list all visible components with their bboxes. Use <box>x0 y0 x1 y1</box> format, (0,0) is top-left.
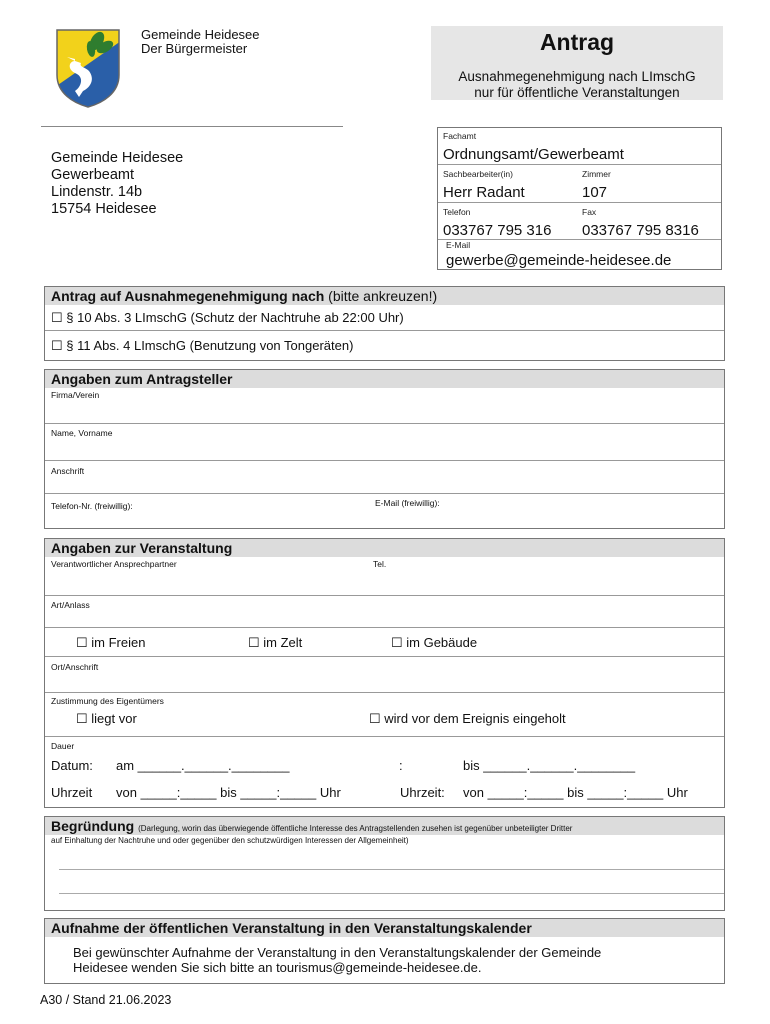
antrag-heading-bold: Antrag auf Ausnahmegenehmigung nach <box>51 288 325 304</box>
checkbox-im-gebaeude[interactable]: ☐ im Gebäude <box>391 635 478 650</box>
coat-of-arms-logo <box>55 27 121 109</box>
contact-info-box <box>437 127 722 270</box>
sachbearbeiter-label: Sachbearbeiter(in) <box>443 169 513 179</box>
kalender-heading: Aufnahme der öffentlichen Veranstaltung in den Veranstaltungskalender <box>45 919 724 937</box>
row-divider <box>45 692 724 693</box>
antrag-heading-note: (bitte ankreuzen!) <box>328 288 438 304</box>
kalender-text-line1: Bei gewünschter Aufnahme der Veranstaltung in den Veranstaltungskalender der Gemeinde <box>73 945 602 960</box>
checkbox-par10[interactable]: ☐ § 10 Abs. 3 LImschG (Schutz der Nachtruhe ab 22:00 Uhr) <box>51 310 404 325</box>
tel-label: Tel. <box>373 559 387 569</box>
write-line[interactable] <box>59 869 724 870</box>
checkbox-im-zelt[interactable]: ☐ im Zelt <box>248 635 303 650</box>
begruendung-section <box>44 816 725 911</box>
row-divider <box>45 423 724 424</box>
checkbox-par11[interactable]: ☐ § 11 Abs. 4 LImschG (Benutzung von Tongeräten) <box>51 338 354 353</box>
subtitle-line2: nur für öffentliche Veranstaltungen <box>474 85 680 100</box>
begruendung-title: Begründung <box>51 818 135 834</box>
fachamt-label: Fachamt <box>443 131 477 141</box>
ansprechpartner-label: Verantwortlicher Ansprechpartner <box>51 559 177 569</box>
ort-label: Ort/Anschrift <box>51 662 99 672</box>
antragsteller-heading: Angaben zum Antragsteller <box>45 370 724 388</box>
veranstaltung-section <box>44 538 725 808</box>
telefon-field-label: Telefon-Nr. (freiwillig): <box>51 501 133 511</box>
write-line[interactable] <box>59 893 724 894</box>
row-divider <box>45 460 724 461</box>
title-box <box>431 26 723 100</box>
subtitle-line1: Ausnahmegenehmigung nach LImschG <box>458 69 696 84</box>
begruendung-note: (Darlegung, worin das überwiegende öffentliche Interesse des Antragstellenden zusehen ist gegenüber unbeteiligter Dritter <box>138 824 573 833</box>
checkbox-wird-eingeholt[interactable]: ☐ wird vor dem Ereignis eingeholt <box>369 711 566 726</box>
email-field-label: E-Mail (freiwillig): <box>375 498 440 508</box>
address-line1: Gemeinde Heidesee <box>51 150 184 166</box>
telefon-value: 033767 795 316 <box>443 222 552 239</box>
uhrzeit-label: Uhrzeit <box>51 785 93 800</box>
form-footer: A30 / Stand 21.06.2023 <box>40 993 172 1007</box>
zustimmung-label: Zustimmung des Eigentümers <box>51 696 164 706</box>
checkbox-liegt-vor[interactable]: ☐ liegt vor <box>76 711 137 726</box>
row-divider <box>45 493 724 494</box>
row-divider <box>45 330 724 331</box>
begruendung-heading <box>45 817 724 835</box>
municipality-name: Gemeinde Heidesee <box>141 27 260 42</box>
address-divider <box>41 126 343 127</box>
antragsteller-section <box>44 369 725 529</box>
kalender-text <box>73 945 601 975</box>
row-divider <box>45 627 724 628</box>
address-line2: Gewerbeamt <box>51 167 135 183</box>
begruendung-note-line2: auf Einhaltung der Nachtruhe und oder gegenüber den schutzwürdigen Interessen der Allgemeinheit) <box>51 836 409 845</box>
art-label: Art/Anlass <box>51 600 90 610</box>
anschrift-label: Anschrift <box>51 466 85 476</box>
email-label: E-Mail <box>446 240 471 250</box>
info-divider <box>438 164 721 165</box>
datum-bis-field[interactable]: bis ______.______.________ <box>463 758 636 773</box>
uhrzeit2-label: Uhrzeit: <box>400 785 445 800</box>
fax-label: Fax <box>582 207 597 217</box>
fachamt-value: Ordnungsamt/Gewerbeamt <box>443 146 624 163</box>
uhrzeit-field[interactable]: von _____:_____ bis _____:_____ Uhr <box>116 785 341 800</box>
antrag-heading <box>45 287 724 305</box>
municipality-header <box>141 28 260 56</box>
mayor-label: Der Bürgermeister <box>141 41 248 56</box>
address-line4: 15754 Heidesee <box>51 201 157 217</box>
row-divider <box>45 656 724 657</box>
row-divider <box>45 736 724 737</box>
kalender-text-line2: Heidesee wenden Sie sich bitte an tourismus@gemeinde-heidesee.de. <box>73 960 482 975</box>
info-divider <box>438 239 721 240</box>
checkbox-im-freien[interactable]: ☐ im Freien <box>76 635 146 650</box>
email-value: gewerbe@gemeinde-heidesee.de <box>446 252 672 269</box>
name-label: Name, Vorname <box>51 428 113 438</box>
dauer-label: Dauer <box>51 741 75 751</box>
telefon-label: Telefon <box>443 207 471 217</box>
datum-colon: : <box>399 758 403 773</box>
row-divider <box>45 595 724 596</box>
zimmer-label: Zimmer <box>582 169 611 179</box>
recipient-address <box>51 150 183 218</box>
zimmer-value: 107 <box>582 184 608 201</box>
fax-value: 033767 795 8316 <box>582 222 699 239</box>
datum-label: Datum: <box>51 758 93 773</box>
datum-am-field[interactable]: am ______.______.________ <box>116 758 290 773</box>
kalender-section <box>44 918 725 984</box>
antrag-section <box>44 286 725 361</box>
sachbearbeiter-value: Herr Radant <box>443 184 525 201</box>
uhrzeit2-field[interactable]: von _____:_____ bis _____:_____ Uhr <box>463 785 688 800</box>
veranstaltung-heading: Angaben zur Veranstaltung <box>45 539 724 557</box>
firma-label: Firma/Verein <box>51 390 100 400</box>
info-divider <box>438 202 721 203</box>
address-line3: Lindenstr. 14b <box>51 184 143 200</box>
document-title: Antrag <box>539 29 615 55</box>
